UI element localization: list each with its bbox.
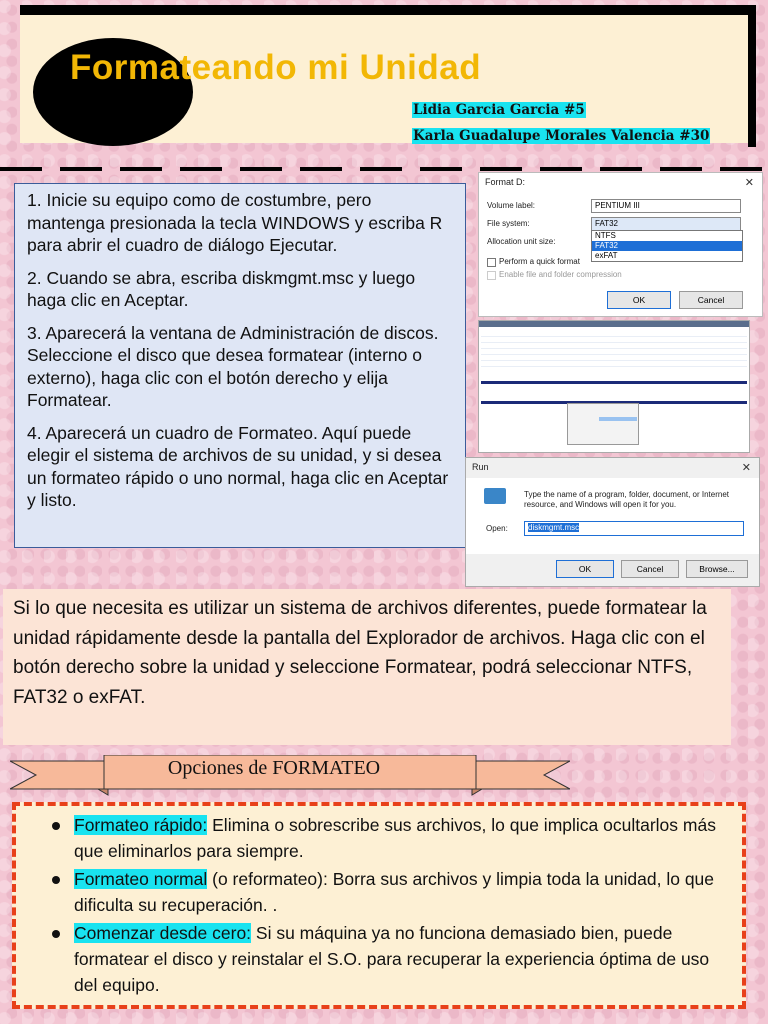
disk-management-screenshot [478,320,750,453]
explorer-tip-text: Si lo que necesita es utilizar un sistema de archivos diferentes, puede formatear la unidad rápidamente desde la pantalla del Explorador de archivos. Haga clic con el botón derecho sobre la unidad y seleccione Formatear, podrá seleccionar NTFS, FAT32 o exFAT. [13,598,707,708]
page-title: Formateando mi Unidad [70,48,482,87]
run-browse-button: Browse... [686,560,748,578]
disk-0-bar [481,381,747,384]
quick-format-checkbox [487,258,496,267]
compression-checkbox [487,271,496,280]
option-term: Comenzar desde cero: [74,923,252,943]
steps-box [14,183,466,548]
run-dialog-screenshot [465,457,760,587]
compression-label: Enable file and folder compression [499,270,622,279]
run-app-icon [484,488,506,504]
disk-mgmt-titlebar [479,321,749,327]
file-system-label: File system: [487,219,530,228]
options-title: Opciones de FORMATEO [167,757,381,779]
allocation-label: Allocation unit size: [487,237,556,246]
close-icon: ✕ [741,462,751,474]
option-fat32: FAT32 [592,241,742,251]
author-1: Lidia Garcia Garcia #5 [413,102,585,118]
quick-format-label: Perform a quick format [499,257,580,266]
option-term: Formateo rápido: [74,815,208,835]
option-start-from-scratch [74,920,732,998]
header-top-border [20,5,748,15]
option-exfat: exFAT [595,251,618,260]
format-dialog-title: Format D: [485,177,526,187]
run-dialog-titlebar [466,458,759,478]
run-ok-button: OK [556,560,614,578]
run-open-value: diskmgmt.msc [528,523,580,532]
step-3: 3. Aparecerá la ventana de Administración de discos. Seleccione el disco que desea formatear (interno o externo), haga clic con el botón derecho y elija Formatear. [27,322,439,410]
run-cancel-button: Cancel [621,560,679,578]
volume-list [481,331,747,371]
option-description: Elimina o sobrescribe sus archivos, lo que implica ocultarlos más que eliminarlos para siempre. [74,815,716,861]
format-menu-item [599,417,637,421]
option-description: Si su máquina ya no funciona demasiado bien, puede formatear el disco y reinstalar el S.O. para recuperar la experiencia óptima de uso del equipo. [74,923,710,995]
volume-label: Volume label: [487,201,536,210]
close-icon: ✕ [744,177,754,189]
run-open-input [524,521,744,536]
option-quick-format [74,812,732,864]
header-right-border [748,5,756,147]
format-dialog-titlebar [479,173,762,193]
option-term: Formateo normal [74,869,208,889]
run-description: Type the name of a program, folder, document, or Internet resource, and Windows will open it for you. [524,490,730,509]
file-system-dropdown [591,230,743,262]
format-ok-button: OK [607,291,671,309]
format-dialog-screenshot [478,172,763,317]
step-4: 4. Aparecerá un cuadro de Formateo. Aquí puede elegir el sistema de archivos de su unidad, y si desea un formateo rápido o uno normal, haga clic en Aceptar y listo. [27,422,449,510]
step-2: 2. Cuando se abra, escriba diskmgmt.msc y luego haga clic en Aceptar. [27,267,416,310]
run-open-label: Open: [486,524,508,533]
option-ntfs: NTFS [595,231,616,240]
format-cancel-button: Cancel [679,291,743,309]
context-menu [567,403,639,445]
option-description: (o reformateo): Borra sus archivos y limpia toda la unidad, lo que dificulta su recuperación. . [74,869,715,915]
step-1: 1. Inicie su equipo como de costumbre, pero mantenga presionada la tecla WINDOWS y escriba R para abrir el cuadro de diálogo Ejecutar. [27,190,443,255]
options-box [12,802,746,1009]
option-normal-format [74,866,732,918]
run-dialog-title: Run [472,462,489,472]
file-system-select: FAT32 [591,217,741,231]
dashed-divider [0,167,768,171]
explorer-tip-box [3,589,731,745]
volume-label-input: PENTIUM III [591,199,741,213]
author-2: Karla Guadalupe Morales Valencia #30 [413,128,710,144]
